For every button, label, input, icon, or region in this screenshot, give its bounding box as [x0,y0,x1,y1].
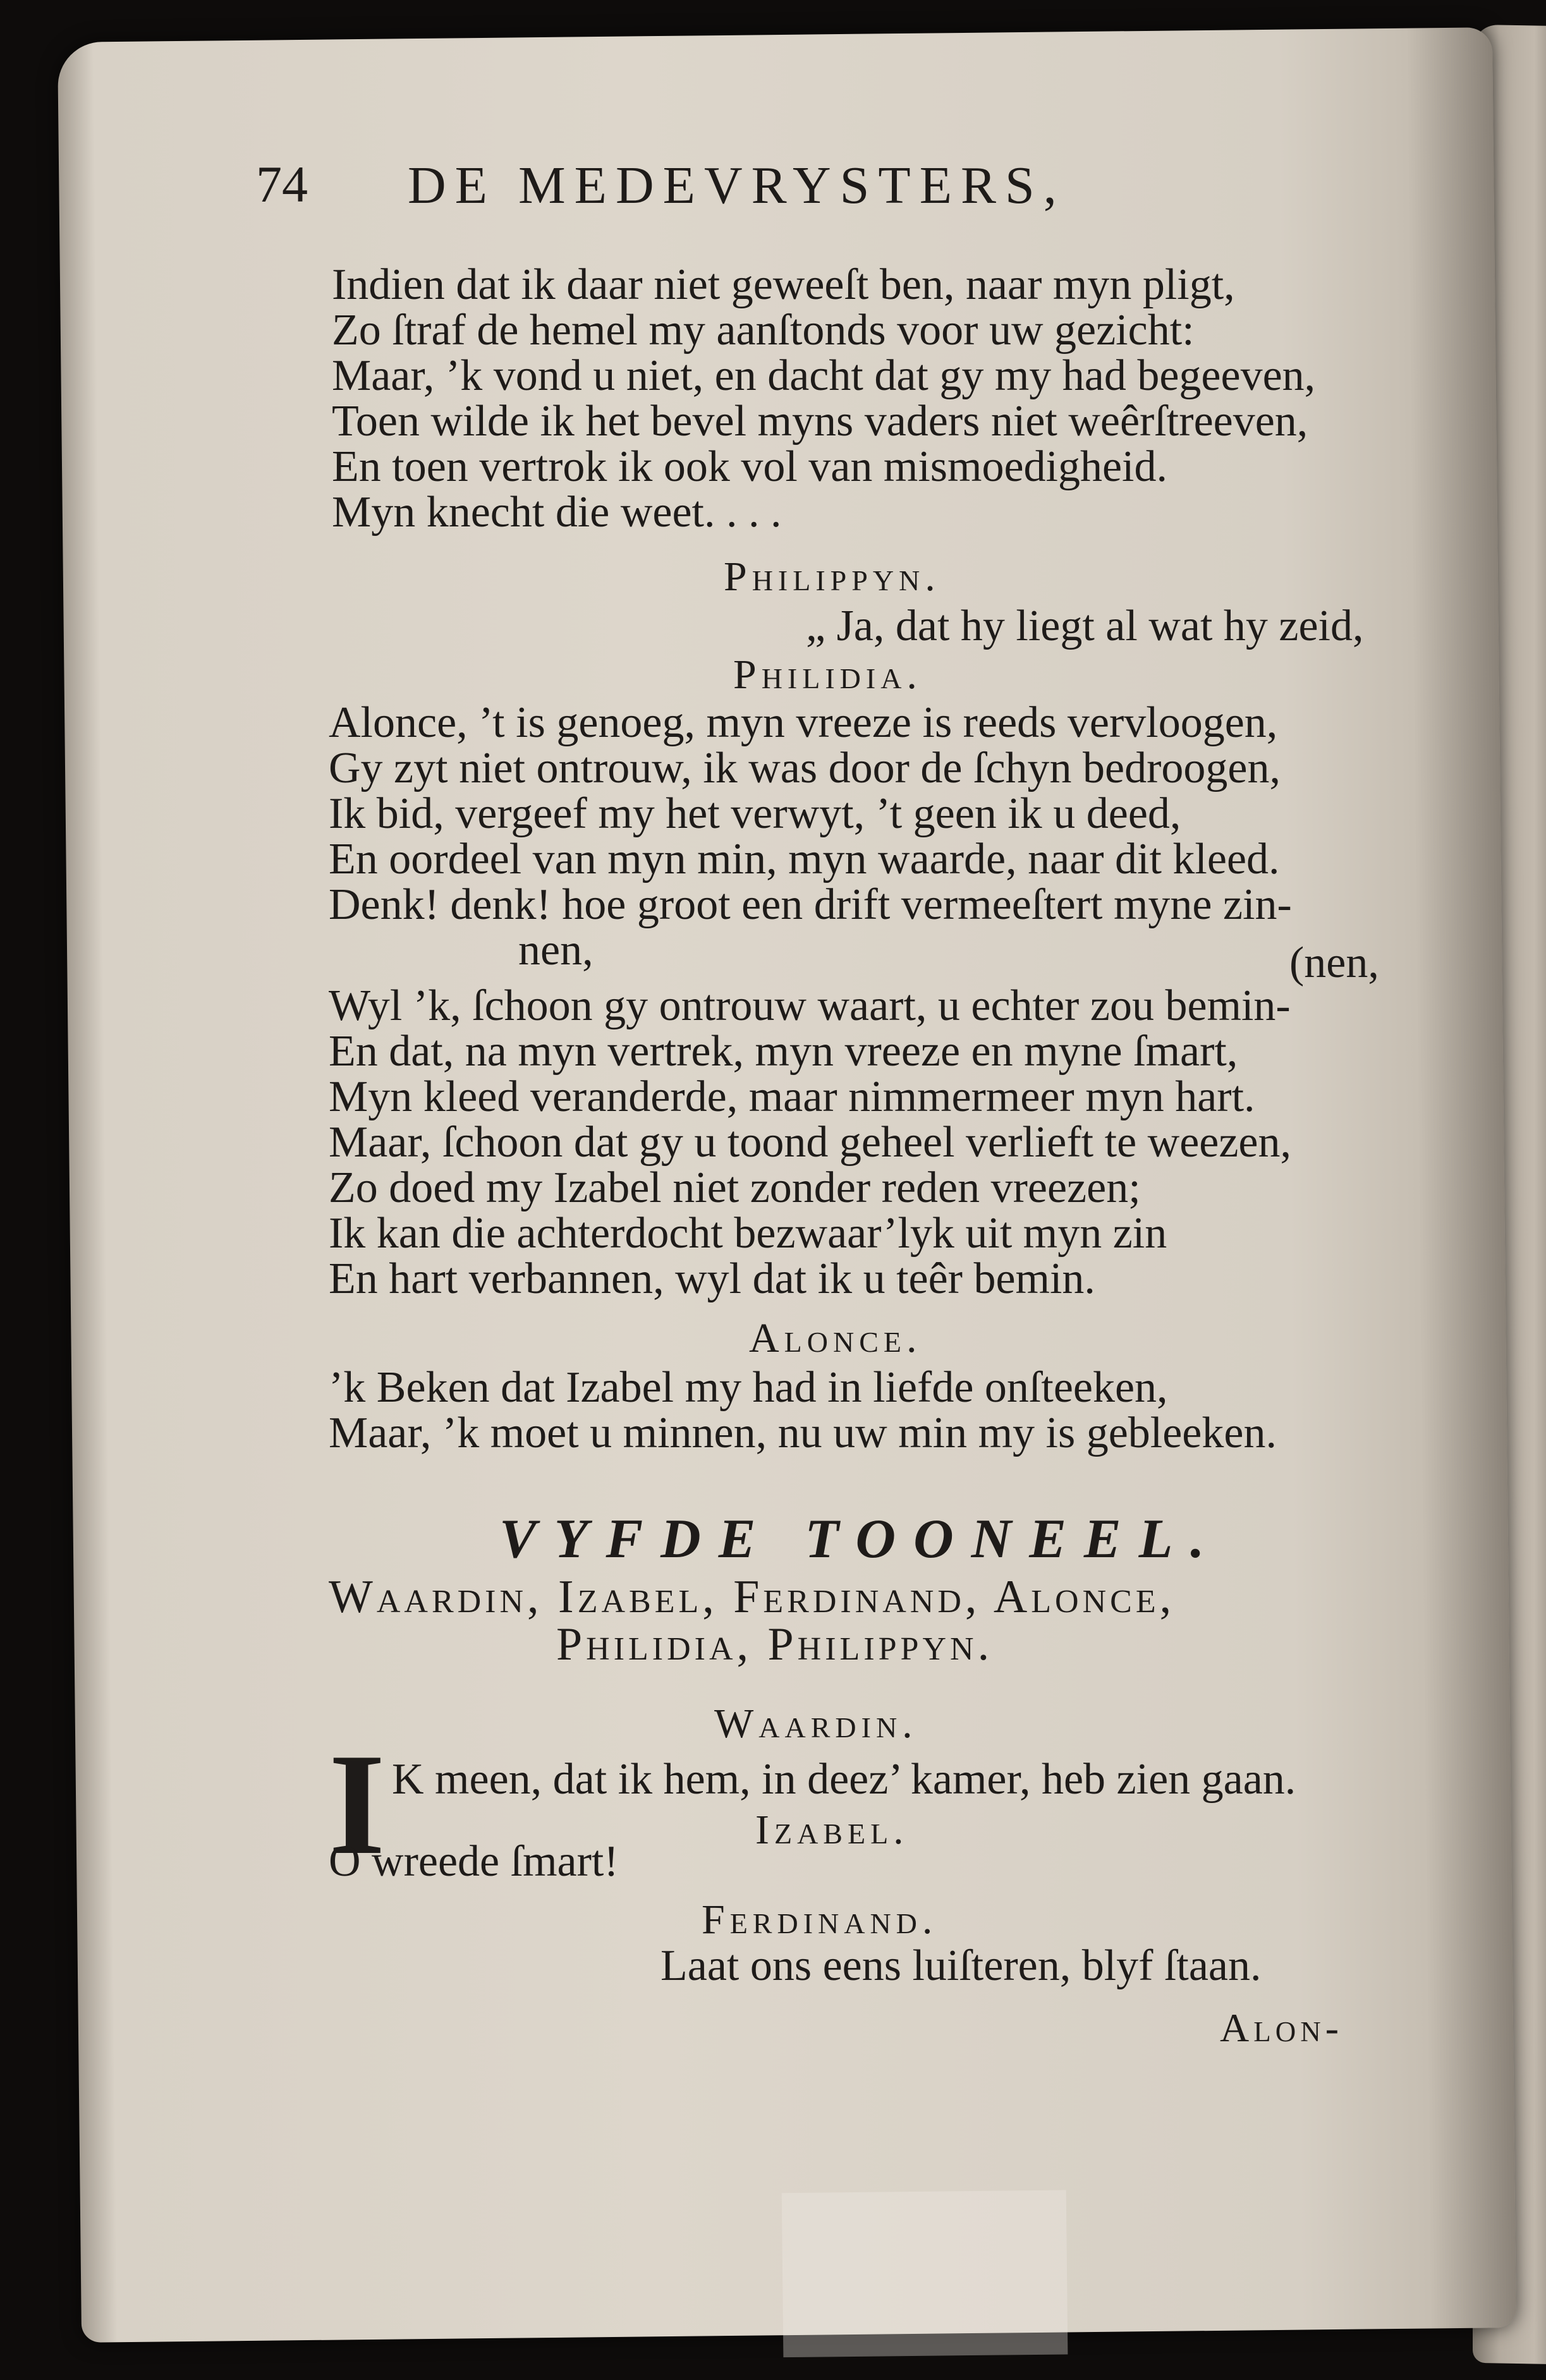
verse-line: Myn kleed veranderde, maar nimmermeer myn hart. [329,1072,1255,1121]
verse-line: Alonce, ’t is genoeg, myn vreeze is reeds vervloogen, [329,698,1278,747]
scene-cast: Philidia, Philippyn. [556,1618,994,1670]
speaker-name: Alonce. [749,1315,922,1361]
verse-line: Maar, ’k vond u niet, en dacht dat gy my had begeeven, [332,351,1316,400]
verse-line: En oordeel van myn min, myn waarde, naar dit kleed. [329,835,1280,883]
verse-line: nen, [518,926,593,974]
paper-stain [782,2190,1068,2357]
page-header [256,155,1299,224]
scene-cast: Waardin, Izabel, Ferdinand, Alonce, [329,1571,1176,1623]
verse-line: ’k Beken dat Izabel my had in liefde onſteeken, [329,1363,1168,1412]
verse-line: Toen wilde ik het bevel myns vaders niet weêrſtreeven, [332,397,1308,446]
speaker-name: Izabel. [755,1807,909,1853]
verse-line: Laat ons eens luiſteren, blyf ſtaan. [660,1941,1262,1990]
verse-line: Denk! denk! hoe groot een drift vermeeſtert myne zin- [329,880,1292,929]
scene-title: VYFDE TOONEEL. [499,1509,1222,1570]
verse-line: Gy zyt niet ontrouw, ik was door de ſchyn bedroogen, [329,744,1281,792]
verse-line: En hart verbannen, wyl dat ik u teêr bemin. [329,1254,1095,1303]
page-number: 74 [256,155,308,213]
verse-line: O wreede ſmart! [329,1837,619,1886]
verse-line: „ Ja, dat hy liegt al wat hy zeid, [806,602,1364,650]
verse-line: Ik kan die achterdocht bezwaar’lyk uit myn zin [329,1209,1167,1258]
running-title: DE MEDEVRYSTERS, [408,156,1066,215]
catchword: Alon- [1220,2005,1344,2050]
speaker-name: Ferdinand. [702,1897,938,1943]
verse-line: K meen, dat ik hem, in deez’ kamer, heb zien gaan. [392,1755,1296,1804]
drop-cap: I [329,1723,386,1885]
verse-line: Myn knecht die weet. . . . [332,488,782,537]
verse-line: En dat, na myn vertrek, myn vreeze en myne ſmart, [329,1027,1238,1076]
verse-line: Maar, ’k moet u minnen, nu uw min my is gebleeken. [329,1409,1277,1457]
verse-line: Indien dat ik daar niet geweeſt ben, naar myn pligt, [332,260,1235,309]
verse-line: Zo ſtraf de hemel my aanſtonds voor uw gezicht: [332,306,1195,355]
speaker-name: Philippyn. [724,554,940,600]
verse-line: Zo doed my Izabel niet zonder reden vreezen; [329,1163,1141,1212]
verse-line: Wyl ’k, ſchoon gy ontrouw waart, u echter zou bemin- [329,981,1291,1030]
verse-line: Ik bid, vergeef my het verwyt, ’t geen ik u deed, [329,789,1181,838]
verse-line: En toen vertrok ik ook vol van mismoedigheid. [332,442,1168,491]
speaker-name: Waardin. [714,1701,918,1747]
verse-line: (nen, [1289,938,1379,987]
verse-line: Maar, ſchoon dat gy u toond geheel verlieft te weezen, [329,1118,1291,1167]
speaker-name: Philidia. [733,652,922,698]
